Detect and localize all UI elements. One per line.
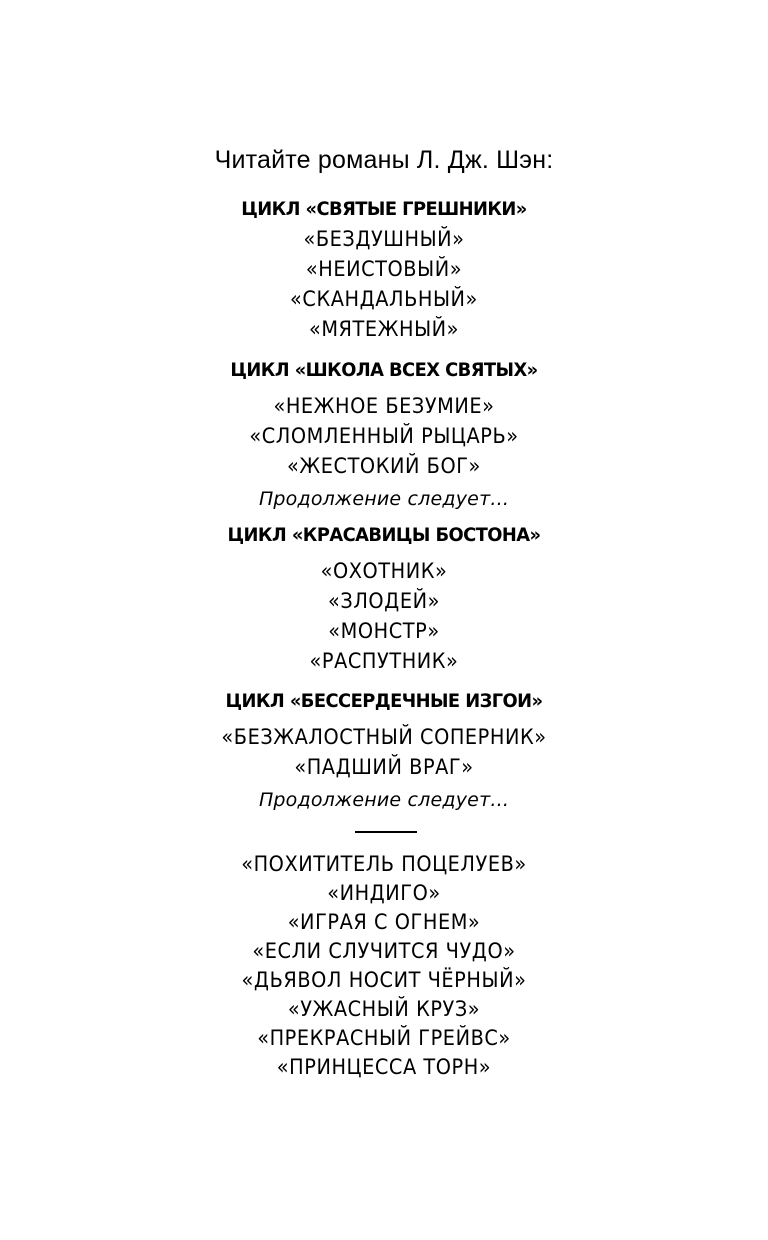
continuation-note: Продолжение следует...: [258, 488, 510, 510]
book-title: «ПРЕКРАСНЫЙ ГРЕЙВС»: [257, 1026, 511, 1050]
book-title: «РАСПУТНИК»: [309, 649, 459, 673]
book-title: «МОНСТР»: [328, 619, 440, 643]
series-heading: ЦИКЛ «ШКОЛА ВСЕХ СВЯТЫХ»: [230, 359, 538, 381]
book-title: «ИНДИГО»: [327, 881, 441, 905]
intro-text: Читайте романы Л. Дж. Шэн:: [214, 146, 554, 174]
book-title: «ДЬЯВОЛ НОСИТ ЧЁРНЫЙ»: [241, 968, 527, 992]
book-title: «ЗЛОДЕЙ»: [328, 589, 440, 613]
book-title: «ЖЕСТОКИЙ БОГ»: [287, 454, 481, 478]
book-title: «НЕЖНОЕ БЕЗУМИЕ»: [273, 394, 495, 418]
series-heading: ЦИКЛ «БЕССЕРДЕЧНЫЕ ИЗГОИ»: [225, 690, 543, 712]
book-title: «УЖАСНЫЙ КРУЗ»: [287, 997, 481, 1021]
book-title: «МЯТЕЖНЫЙ»: [308, 317, 460, 341]
book-title: «ПАДШИЙ ВРАГ»: [294, 755, 474, 779]
book-title: «НЕИСТОВЫЙ»: [305, 257, 463, 281]
series-boston-belles: [0, 522, 768, 676]
book-title: «ОХОТНИК»: [320, 559, 448, 583]
continuation-note: Продолжение следует...: [258, 789, 510, 811]
series-heading: ЦИКЛ «КРАСАВИЦЫ БОСТОНА»: [227, 524, 541, 546]
book-title: «БЕЗЖАЛОСТНЫЙ СОПЕРНИК»: [221, 725, 547, 749]
book-title: «СКАНДАЛЬНЫЙ»: [290, 287, 478, 311]
standalone-books: [0, 850, 768, 1082]
series-heading: ЦИКЛ «СВЯТЫЕ ГРЕШНИКИ»: [241, 198, 527, 220]
book-title: «БЕЗДУШНЫЙ»: [303, 227, 465, 251]
book-title: «ЕСЛИ СЛУЧИТСЯ ЧУДО»: [252, 939, 516, 963]
series-saint-sinners: [0, 196, 768, 344]
book-title: «ПРИНЦЕССА ТОРН»: [276, 1055, 492, 1079]
section-divider: [355, 831, 417, 833]
series-heartless-outcasts: [0, 688, 768, 815]
series-all-saints-high: [0, 357, 768, 514]
book-title: «СЛОМЛЕННЫЙ РЫЦАРЬ»: [249, 424, 519, 448]
book-title: «ИГРАЯ С ОГНЕМ»: [287, 910, 481, 934]
book-title: «ПОХИТИТЕЛЬ ПОЦЕЛУЕВ»: [241, 852, 527, 876]
